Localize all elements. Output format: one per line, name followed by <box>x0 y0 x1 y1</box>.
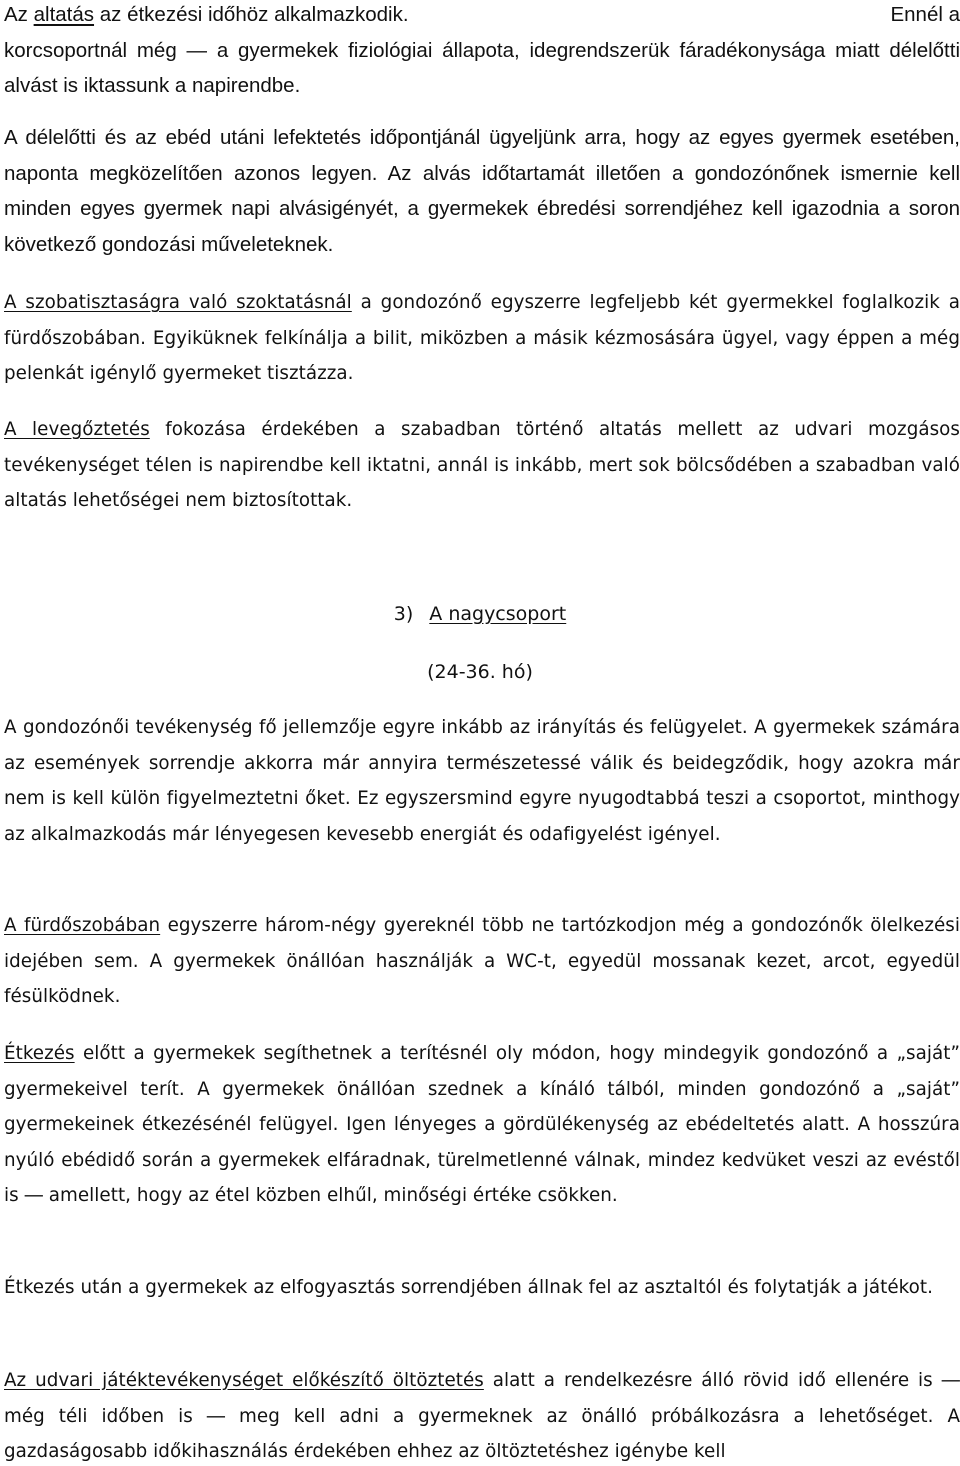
text: előtt a gyermekek segíthetnek a terítésnél oly módon, hogy mindegyik gondozónő a „saját” gyermekeivel terít. A gyermekek önállóan szednek a kínáló tálból, minden gondozónő a „saját” gyermekeinek étkezésénél felügyel. Igen lényeges a gördülékenység az ebédeltetés alatt. A hosszúra nyúló ebédidő során a gyermekek elfáradnak, türelmetlenné válnak, mindez kedvüket veszi az evéstől is ― amellett, hogy az étel közben elhűl, minőségi értéke csökken. <box>4 1043 960 1207</box>
paragraph-bathroom <box>4 908 960 1015</box>
text: Étkezés után a gyermekek az elfogyasztás sorrendjében állnak fel az asztaltól és folytatják a játékot. <box>4 1277 933 1298</box>
paragraph-meals <box>4 1036 960 1214</box>
paragraph-toilet-training <box>4 285 960 392</box>
underlined-term-bathroom: A fürdőszobában <box>4 915 161 936</box>
text: korcsoportnál még ― a gyermekek fiziológiai állapota, idegrendszerük fáradékonysága miatt délelőtti alvást is iktassunk a napirendbe. <box>4 38 960 98</box>
section-title: A nagycsoport <box>429 603 567 625</box>
text: Ennél a <box>890 3 960 26</box>
paragraph-after-meals <box>4 1270 960 1306</box>
paragraph-bedtime <box>4 120 960 262</box>
text: egyszerre három-négy gyereknél több ne tartózkodjon még a gondozónők ölelkezési idejében sem. A gyermekek önállóan használják a WC-t, egyedül mossanak kezet, arcot, egyedül fésülködnek. <box>4 915 960 1008</box>
paragraph-sleep-intro <box>4 0 960 104</box>
underlined-term-toilet-training: A szobatisztaságra való szoktatásnál <box>4 292 352 313</box>
text: Az <box>4 3 34 26</box>
age-range: (24-36. hó) <box>427 661 533 683</box>
paragraph-supervision <box>4 710 960 852</box>
text: fokozása érdekében a szabadban történő altatás mellett az udvari mozgásos tevékenységet télen is napirendbe kell iktatni, annál is inkább, mert sok bölcsődében a szabadban való altatás lehetőségei nem biztosítottak. <box>4 419 960 512</box>
text: A délelőtti és az ebéd utáni lefektetés időpontjánál ügyeljünk arra, hogy az egyes gyermek esetében, naponta megközelítően azonos legyen. <box>4 126 960 185</box>
underlined-term-dressing: Az udvari játéktevékenységet előkészítő öltöztetés <box>4 1370 484 1391</box>
paragraph-airing <box>4 412 960 519</box>
text: az étkezési időhöz alkalmazkodik. <box>94 3 409 26</box>
text: Az alvás időtartamát illetően a gondozónőnek ismernie kell minden egyes gyermek napi alvásigényét, a gyermekek ébredési sorrendjéhez kell igazodnia a soron következő gondozási műveleteknek. <box>4 161 960 256</box>
text: alatt a rendelkezésre álló rövid idő ellenére is ― még téli időben is ― meg kell adni a gyermeknek az önálló próbálkozásra a lehetőséget. A gazdaságosabb időkihasználás érdekében ehhez az öltöztetéshez igénybe kell <box>4 1370 960 1463</box>
section-subtitle <box>0 654 960 690</box>
underlined-term-meals: Étkezés <box>4 1043 75 1064</box>
text: A gondozónői tevékenység fő jellemzője egyre inkább az irányítás és felügyelet. A gyermekek számára az események sorrendje akkorra már annyira természetessé válik és beidegződik, hogy azokra már nem is kell külön figyelmeztetni őket. Ez egyszersmind egyre nyugodtabbá teszi a csoportot, minthogy az alkalmazkodás már lényegesen kevesebb energiát és odafigyelést igényel. <box>4 717 960 845</box>
section-heading <box>0 596 960 632</box>
text: a gondozónő egyszerre legfeljebb két gyermekkel foglalkozik a fürdőszobában. Egyiküknek felkínálja a bilit, miközben a másik kézmosására ügyel, vagy éppen a még pelenkát igénylő gyermeket tisztázza. <box>4 292 960 385</box>
paragraph-dressing <box>4 1363 960 1466</box>
section-number: 3) <box>393 603 414 625</box>
underlined-term-altatas: altatás <box>33 3 95 26</box>
underlined-term-airing: A levegőztetés <box>4 419 150 440</box>
